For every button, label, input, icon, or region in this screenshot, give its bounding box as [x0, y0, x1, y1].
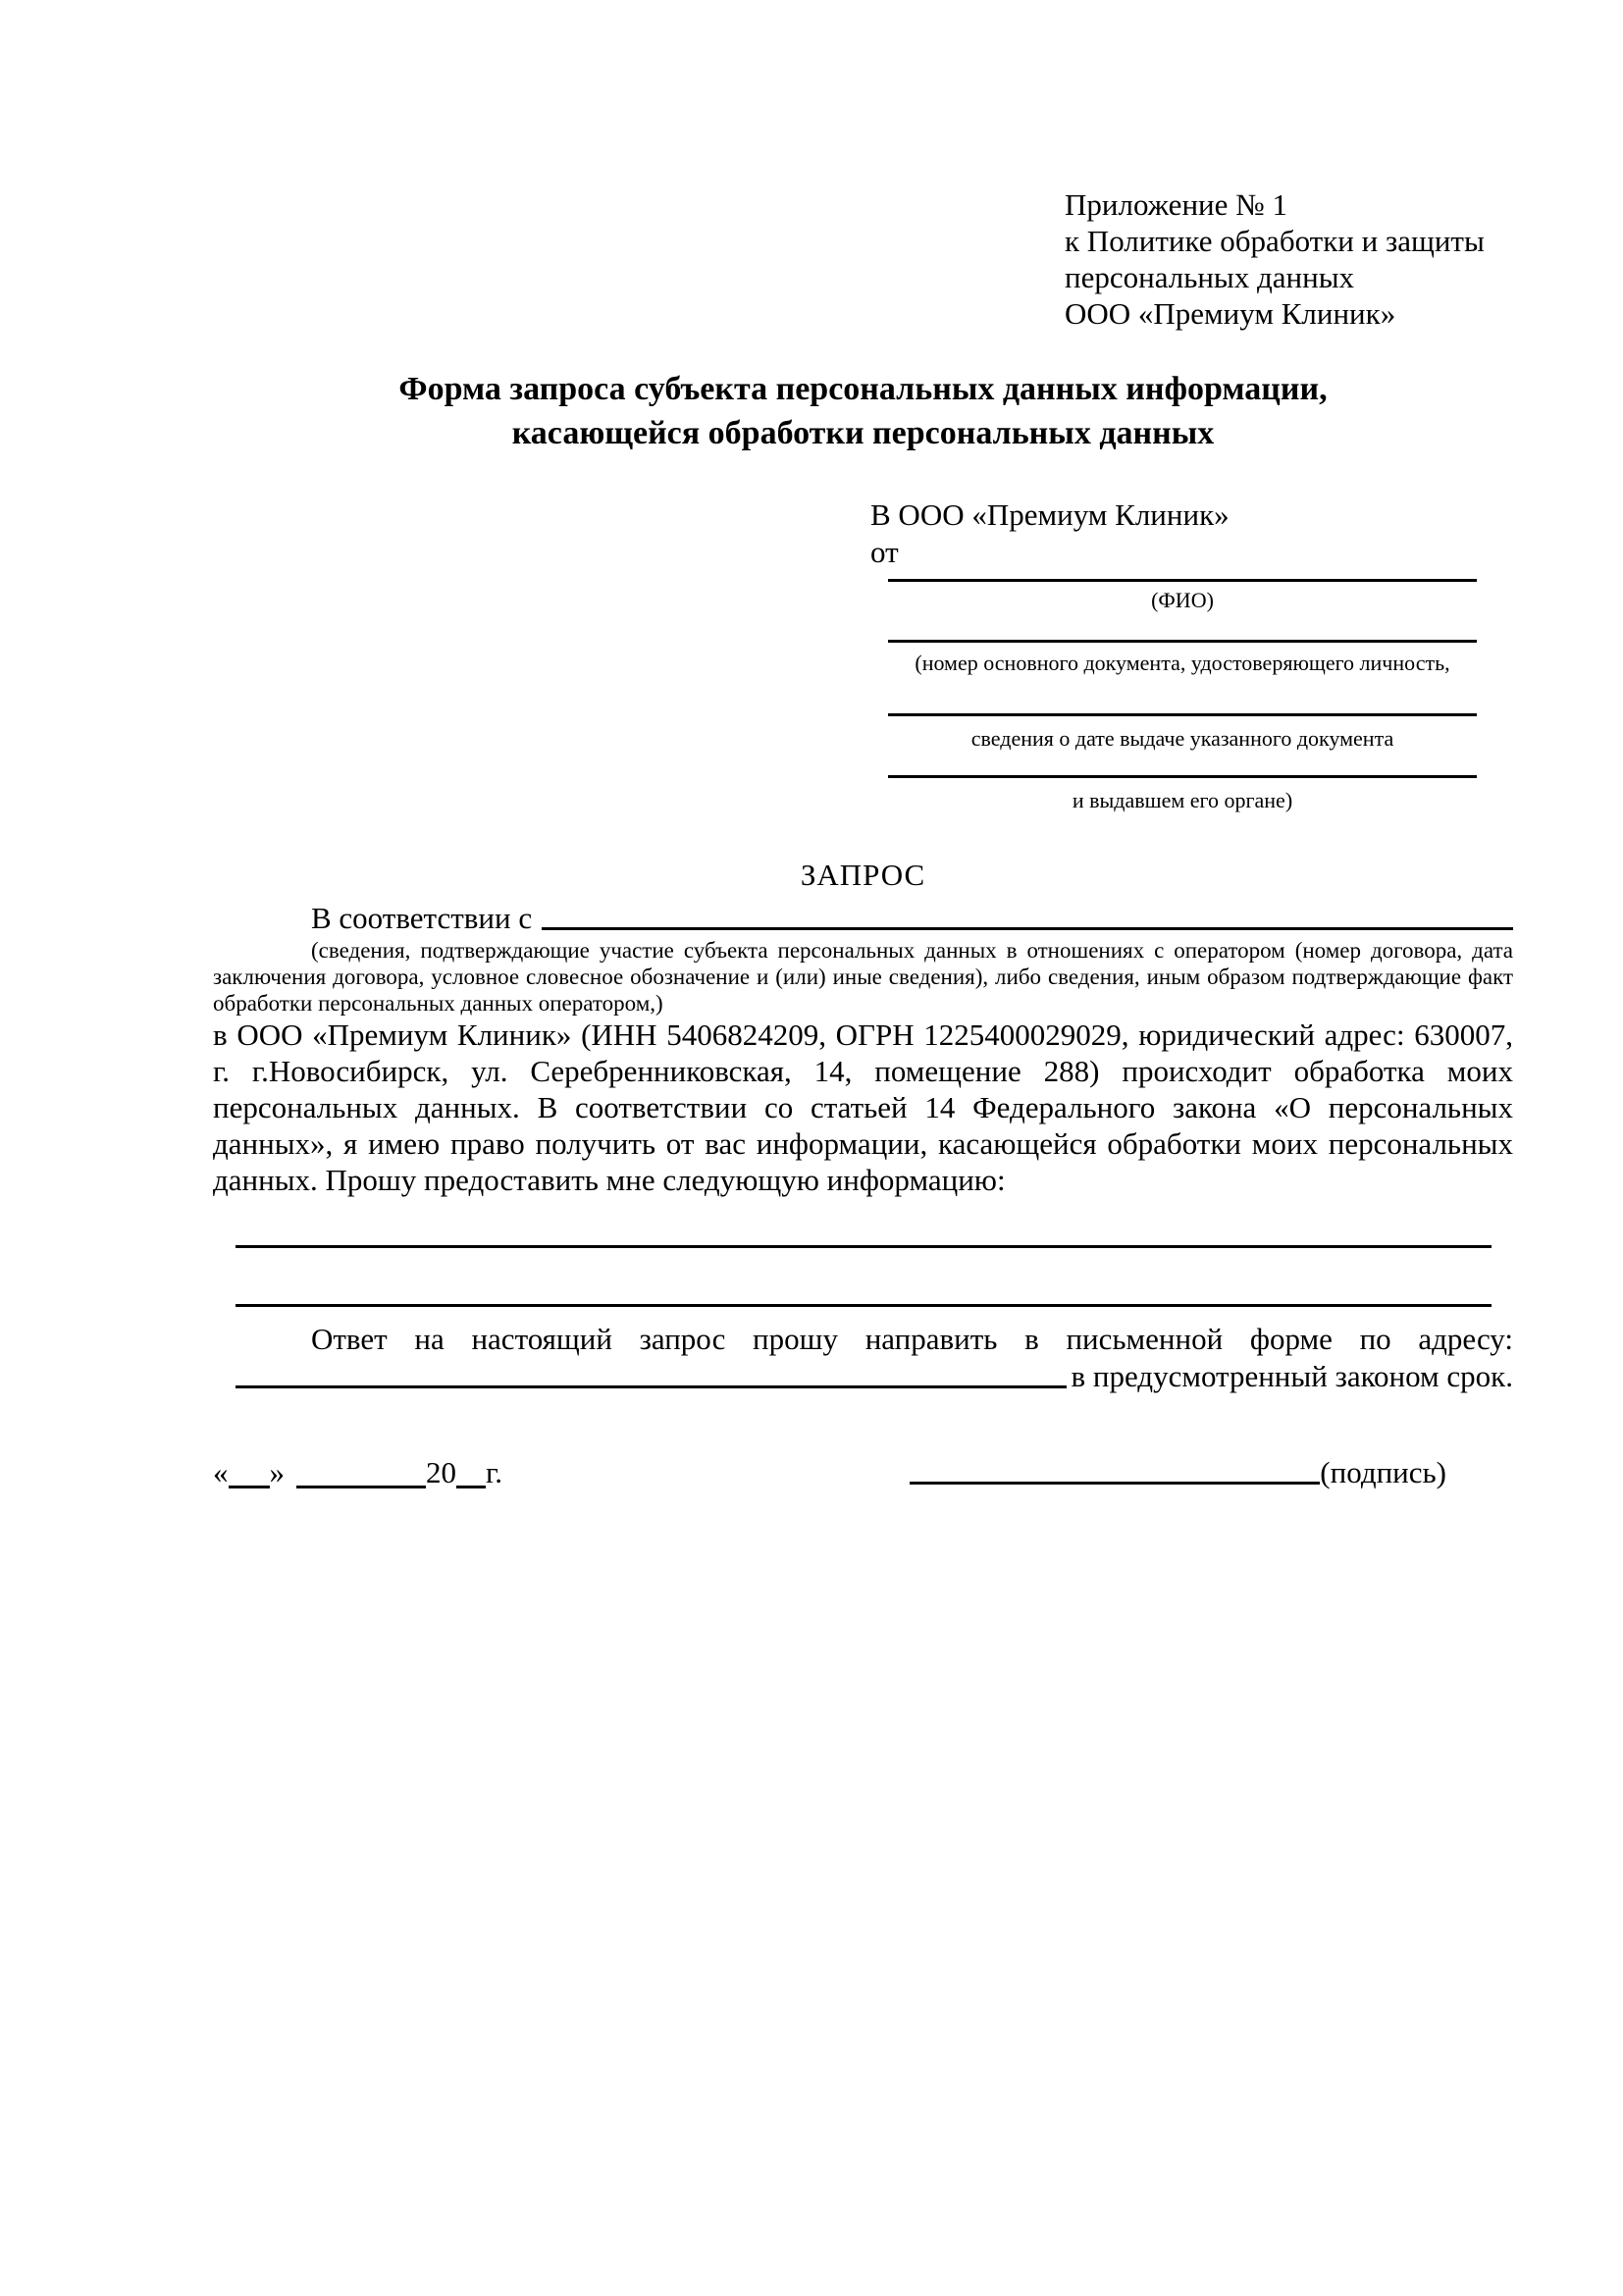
compliance-intro-prefix: В соответствии с — [311, 901, 533, 935]
issue-date-caption: сведения о дате выдаче указанного документа — [970, 726, 1394, 751]
addressee-to: В ООО «Премиум Клиник» — [870, 497, 1230, 532]
issuing-authority-caption: и выдавшем его органе) — [1072, 788, 1293, 812]
fio-field-line — [888, 579, 1477, 582]
title-line-2: касающейся обработки персональных данных — [511, 415, 1215, 451]
year-prefix: 20 — [426, 1455, 456, 1489]
signature-area — [910, 1454, 1446, 1491]
year-suffix: г. — [486, 1455, 502, 1489]
reply-suffix: в предусмотренный законом срок. — [1071, 1359, 1513, 1393]
appendix-line: персональных данных — [1065, 260, 1355, 294]
document-number-field-line — [888, 640, 1477, 643]
addressee-fields — [888, 579, 1477, 813]
issue-date-field — [888, 713, 1477, 752]
issue-date-field-line — [888, 713, 1477, 716]
fio-caption: (ФИО) — [1151, 588, 1214, 612]
compliance-blank-line — [542, 927, 1513, 930]
addressee-block — [213, 496, 1513, 813]
title-line-1: Форма запроса субъекта персональных данных информации, — [398, 371, 1328, 407]
address-blank-line — [236, 1385, 1067, 1388]
document-title — [213, 367, 1513, 455]
document-number-caption: (номер основного документа, удостоверяющего личность, — [915, 651, 1450, 675]
info-blank-line-2 — [236, 1304, 1492, 1307]
intro-note: (сведения, подтверждающие участие субъекта персональных данных в отношениях с оператором (номер договора, дата заключения договора, условное словесное обозначение и (или) иные сведения), либо сведения, иным образом подтверждающие факт обработки персональных данных оператором,) — [213, 938, 1513, 1016]
day-blank — [229, 1483, 270, 1488]
document-number-field — [888, 640, 1477, 676]
quote-close: » — [269, 1455, 285, 1489]
signature-caption: (подпись) — [1320, 1455, 1446, 1489]
signature-footer — [213, 1454, 1513, 1491]
request-body: в ООО «Премиум Клиник» (ИНН 5406824209, ОГРН 1225400029029, юридический адрес: 630007, г. г.Новосибирск, ул. Серебренниковская, 14, помещение 288) происходит обработка моих персональных данных. В соответствии со статьей 14 Федерального закона «О персональных данных», я имею право получить от вас информации, касающейся обработки моих персональных данных. Прошу предоставить мне следующую информацию: — [213, 1018, 1513, 1197]
year-blank — [456, 1483, 486, 1488]
appendix-line: к Политике обработки и защиты — [1065, 224, 1485, 258]
addressee-from-label: от — [870, 535, 899, 569]
issuing-authority-field — [888, 775, 1477, 813]
reply-address-row — [213, 1358, 1513, 1395]
issuing-authority-field-line — [888, 775, 1477, 778]
reply-request-text: Ответ на настоящий запрос прошу направить в письменной форме по адресу: — [311, 1322, 1513, 1356]
quote-open: « — [213, 1455, 229, 1489]
fio-field — [888, 579, 1477, 613]
info-blank-line-1 — [236, 1245, 1492, 1248]
appendix-line: Приложение № 1 — [1065, 187, 1287, 222]
signature-line — [910, 1482, 1320, 1485]
compliance-intro — [213, 900, 1513, 937]
month-blank — [296, 1483, 426, 1488]
appendix-line: ООО «Премиум Клиник» — [1065, 296, 1396, 331]
date-line — [213, 1454, 502, 1491]
appendix-header — [1065, 186, 1513, 332]
request-heading: ЗАПРОС — [800, 858, 926, 892]
